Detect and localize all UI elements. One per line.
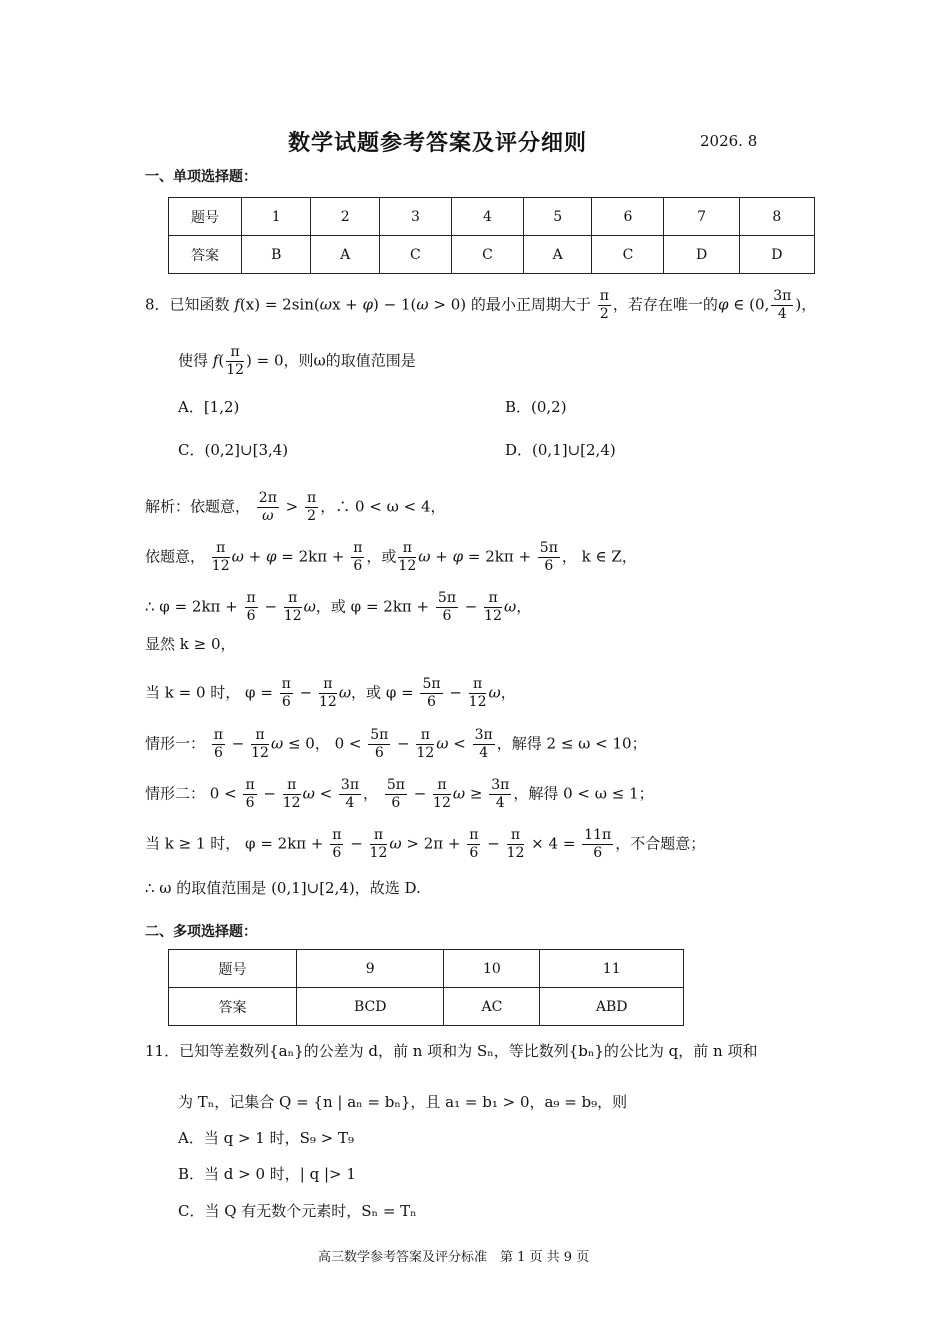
page-title: 数学试题参考答案及评分细则 [288,130,588,156]
fraction: $\frac{3\pi}{4}$ [340,777,360,811]
q8-option-c: C．(0,2]∪[3,4) [178,441,289,459]
solution-text: ，或 [366,547,397,566]
solution-line-5: 当 k = 0 时， φ = $\frac{\pi}{6}$ − $\frac{\pi}{12}$ ω，或 φ = $\frac{5\pi}{6}$ − $\frac{\pi}{12}$ ω， [145,676,516,710]
fraction: $\frac{\pi}{12}$ [251,727,269,761]
table-row [169,950,684,988]
fraction: $\frac{\pi}{6}$ [281,676,291,710]
solution-text: 当 k = 0 时， φ = [145,683,273,702]
solution-text: 情形一： [145,734,206,753]
q11-option-a: A．当 q > 1 时，S₉ > T₉ [178,1129,355,1147]
page-footer: 高三数学参考答案及评分标准 第 1 页 共 9 页 [318,1250,590,1265]
fraction: $\frac{\pi}{12}$ [468,676,487,710]
fraction: $\frac{\pi}{12}$ [211,540,230,574]
table-cell: C [592,236,664,274]
table-cell: 6 [592,198,664,236]
fraction: $\frac{\pi}{12}$ [283,590,302,624]
solution-case-2: 情形二： 0 < $\frac{\pi}{6}$ − $\frac{\pi}{12}$ ω < $\frac{3\pi}{4}$ ， $\frac{5\pi}{6}$ − $\frac{\pi}{12}$ ω ≥ $\frac{3\pi}{4}$ ，解得 0 < ω ≤ 1； [145,777,654,811]
solution-line-1: 解析：依题意， $\frac{2\pi}{\omega}$ > $\frac{\pi}{2}$ ，∴ 0 < ω < 4， [145,490,446,524]
q11-stem-line1: 11．已知等差数列{aₙ}的公差为 d，前 n 项和为 Sₙ，等比数列{bₙ}的公比为 q，前 n 项和 [145,1042,758,1060]
table-cell: ABD [540,988,684,1026]
table-cell: 答案 [169,236,242,274]
solution-text: ，解得 0 < ω ≤ 1； [513,784,654,803]
fraction: $\frac{\pi}{6}$ [213,727,223,761]
table-cell: 11 [540,950,684,988]
single-choice-answer-table [168,197,815,274]
fraction: $\frac{\pi}{12}$ [398,540,417,574]
fraction: $\frac{\pi}{12}$ [226,344,245,378]
solution-text: ，∴ 0 < ω < 4， [320,497,446,516]
q8-stem-line2-prefix: 使得 [178,351,209,370]
section-heading-single-choice: 一、单项选择题： [145,169,257,185]
solution-text: 依题意， [145,547,206,566]
q8-option-d: D．(0,1]∪[2,4) [505,441,616,459]
q8-stem-line1: 8．已知函数 f(x) = 2sin(ωx + φ) − 1(ω > 0) 的最小正周期大于 $\frac{\pi}{2}$ ，若存在唯一的φ ∈ (0, $\frac{3\pi}{4}$ )， [145,288,817,322]
multi-choice-answer-table [168,949,684,1026]
solution-text: 情形二： [145,784,206,803]
solution-text: ，或 φ = 2kπ + [315,597,430,616]
table-cell: A [311,236,379,274]
table-cell: 5 [524,198,592,236]
table-cell: C [451,236,523,274]
table-cell: 10 [444,950,540,988]
q8-stem-line2: 使得 f( $\frac{\pi}{12}$ ) = 0，则ω的取值范围是 [178,344,416,378]
q8-stem-mid2: ，若存在唯一的 [612,295,718,314]
fraction: $\frac{5\pi}{6}$ [370,727,389,761]
date-label: 2026. 8 [700,132,758,150]
fraction: $\frac{5\pi}{6}$ [422,676,441,710]
section-heading-multi-choice: 二、多项选择题： [145,924,257,940]
solution-line-8: 当 k ≥ 1 时， φ = 2kπ + $\frac{\pi}{6}$ − $\frac{\pi}{12}$ ω > 2π + $\frac{\pi}{6}$ − $\frac{\pi}{12}$ × 4 = $\frac{11\pi}{6}$ ，不合题意； [145,827,706,861]
fraction: $\frac{3\pi}{4}$ [474,727,493,761]
fraction: $\frac{\pi}{12}$ [369,827,388,861]
fraction: $\frac{\pi}{12}$ [282,777,301,811]
fraction: $\frac{\pi}{12}$ [506,827,525,861]
solution-text: ，或 φ = [351,683,414,702]
fraction: $\frac{\pi}{12}$ [484,590,502,624]
fraction: $\frac{5\pi}{6}$ [386,777,405,811]
table-row [169,198,815,236]
fraction: $\frac{\pi}{6}$ [246,590,256,624]
q11-stem-line2: 为 Tₙ，记集合 Q = {n | aₙ = bₙ}，且 a₁ = b₁ > 0，a₉ = b₉，则 [178,1093,628,1111]
fraction: $\frac{5\pi}{6}$ [437,590,457,624]
q8-stem-mid: 的最小正周期大于 [470,295,591,314]
fraction: $\frac{\pi}{6}$ [245,777,255,811]
solution-text: 当 k ≥ 1 时， φ = 2kπ + [145,834,324,853]
solution-line-3: ∴ φ = 2kπ + $\frac{\pi}{6}$ − $\frac{\pi}{12}$ ω，或 φ = 2kπ + $\frac{5\pi}{6}$ − $\frac{\pi}{12}$ ω， [145,590,532,624]
q8-function-formula: f [234,295,240,314]
table-cell: 题号 [169,198,242,236]
q8-stem-line2-suffix: ，则ω的取值范围是 [283,351,416,370]
solution-line-2: 依题意， $\frac{\pi}{12}$ ω + φ = 2kπ + $\frac{\pi}{6}$ ，或 $\frac{\pi}{12}$ ω + φ = 2kπ + $\frac{5\pi}{6}$ ， k ∈ Z， [145,540,637,574]
table-cell: A [524,236,592,274]
table-cell: 9 [297,950,444,988]
fraction: $\frac{11\pi}{6}$ [584,827,612,861]
table-cell: 4 [451,198,523,236]
table-cell: 7 [664,198,739,236]
fraction: $\frac{\pi}{12}$ [433,777,451,811]
fraction: $\frac{\pi}{6}$ [353,540,363,574]
table-cell: 答案 [169,988,297,1026]
q11-option-b: B．当 d > 0 时，| q |> 1 [178,1165,356,1183]
solution-text: 解析：依题意， [145,497,251,516]
table-row [169,236,815,274]
q8-option-b: B．(0,2) [505,398,567,416]
fraction: $\frac{\pi}{6}$ [469,827,479,861]
q11-option-c: C．当 Q 有无数个元素时，Sₙ = Tₙ [178,1202,417,1220]
fraction: $\frac{3\pi}{4}$ [491,777,510,811]
solution-text: ， k ∈ Z， [561,547,637,566]
fraction: $\frac{5\pi}{6}$ [539,540,558,574]
solution-conclusion: ∴ ω 的取值范围是 (0,1]∪[2,4)，故选 D. [145,879,421,897]
table-cell: C [379,236,451,274]
table-cell: D [739,236,814,274]
table-cell: 8 [739,198,814,236]
q8-option-a: A．[1,2) [178,398,240,416]
table-cell: 1 [242,198,311,236]
fraction: $\frac{\pi}{12}$ [416,727,435,761]
table-row [169,988,684,1026]
fraction: $\frac{3\pi}{4}$ [773,288,792,322]
table-cell: 题号 [169,950,297,988]
table-cell: AC [444,988,540,1026]
fraction: $\frac{\pi}{2}$ [307,490,317,524]
solution-text: ，解得 2 ≤ ω < 10； [496,734,647,753]
table-cell: 3 [379,198,451,236]
fraction: $\frac{\pi}{6}$ [332,827,342,861]
solution-text: ，不合题意； [615,834,706,853]
fraction: $\frac{\pi}{12}$ [318,676,337,710]
table-cell: 2 [311,198,379,236]
table-cell: BCD [297,988,444,1026]
fraction: $\frac{2\pi}{\omega}$ [258,490,277,524]
table-cell: B [242,236,311,274]
solution-case-1: 情形一： $\frac{\pi}{6}$ − $\frac{\pi}{12}$ ω ≤ 0， 0 < $\frac{5\pi}{6}$ − $\frac{\pi}{12}$ ω < $\frac{3\pi}{4}$ ，解得 2 ≤ ω < 10； [145,727,647,761]
solution-text: ∴ φ = 2kπ + [145,597,238,616]
table-cell: D [664,236,739,274]
fraction: $\frac{\pi}{2}$ [599,288,609,322]
q8-stem-prefix: 8．已知函数 [145,295,230,314]
solution-line-4: 显然 k ≥ 0， [145,635,236,653]
